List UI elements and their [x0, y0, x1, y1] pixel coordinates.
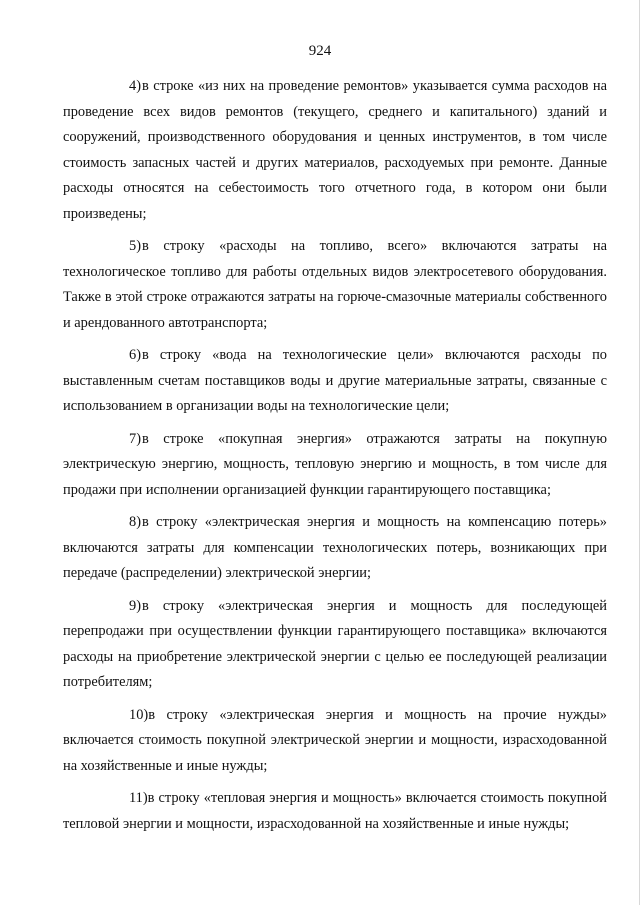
item-number: 11) — [129, 790, 148, 806]
list-item-4 — [63, 74, 607, 227]
item-text: в строке «из них на проведение ремонтов» указывается сумма расходов на проведение всех видов ремонтов (текущего, среднего и капитального) зданий и сооружений, производственного оборудования и ценных инструментов, в том числе стоимость запасных частей и других материалов, расходуемых при ремонте. Данные расходы относятся на себестоимость того отчетного года, в котором они были произведены; — [63, 78, 607, 222]
item-number: 4) — [129, 78, 141, 94]
list-item-9 — [63, 594, 607, 696]
item-number: 5) — [129, 238, 141, 254]
list-item-10 — [63, 703, 607, 780]
item-text: в строку «электрическая энергия и мощность на прочие нужды» включается стоимость покупной электрической энергии и мощности, израсходованной на хозяйственные и иные нужды; — [63, 706, 607, 774]
item-text: в строку «вода на технологические цели» включаются расходы по выставленным счетам поставщиков воды и другие материальные затраты, связанные с использованием в организации воды на технологические цели; — [63, 347, 607, 414]
item-number: 9) — [129, 597, 141, 614]
item-text: в строку «электрическая энергия и мощность на компенсацию потерь» включаются затраты для компенсации технологических потерь, возникающих при передаче (распределении) электрической энергии; — [63, 514, 607, 581]
page-number: 924 — [308, 43, 332, 59]
item-number: 8) — [129, 514, 141, 530]
item-text: в строку «расходы на топливо, всего» включаются затраты на технологическое топливо для работы отдельных видов электросетевого оборудования. Также в этой строке отражаются затраты на горюче-смазочные материалы собственного и арендованного автотранспорта; — [63, 238, 607, 331]
list-item-8 — [63, 510, 607, 587]
item-text: в строку «тепловая энергия и мощность» включается стоимость покупной тепловой энергии и мощности, израсходованной на хозяйственные и иные нужды; — [63, 790, 607, 832]
item-number: 6) — [129, 347, 141, 363]
list-item-5 — [63, 234, 607, 336]
item-text: в строке «покупная энергия» отражаются затраты на покупную электрическую энергию, мощность, тепловую энергию и мощность, в том числе для продажи при исполнении организацией функции гарантирующего поставщика; — [63, 430, 607, 498]
list-item-11 — [63, 786, 607, 837]
item-text: в строку «электрическая энергия и мощность для последующей перепродажи при осуществлении функции гарантирующего поставщика» включаются расходы на приобретение электрической энергии с целью ее последующей реализации потребителям; — [63, 597, 607, 690]
list-item-7 — [63, 427, 607, 504]
document-body — [63, 74, 607, 844]
list-item-6 — [63, 343, 607, 420]
item-number: 10) — [129, 706, 149, 723]
item-number: 7) — [129, 430, 141, 447]
